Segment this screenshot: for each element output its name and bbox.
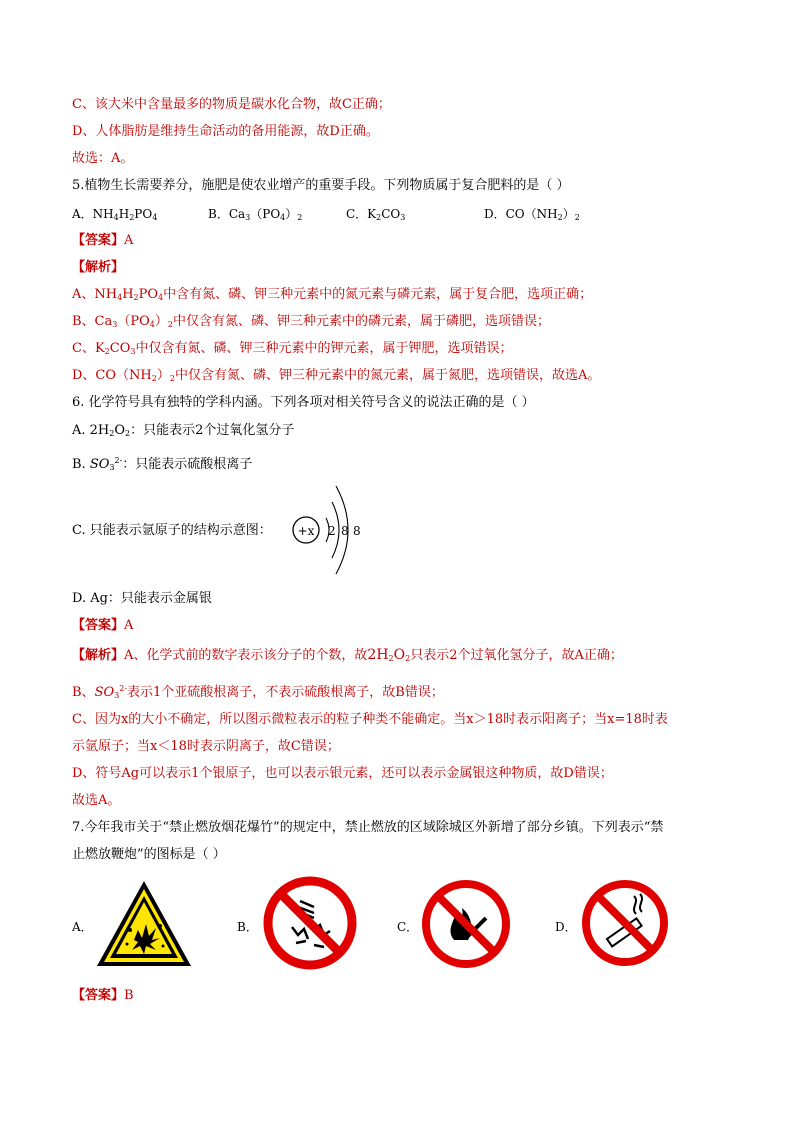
q5-analysis-d: D、$CO(NH_2)_2$中仅含有氮、磷、钾三种元素中的氮元素，属于氮肥，选项错误，故选A。	[72, 368, 601, 383]
q5-option-b: B．$Ca_3(PO_4)_2$	[208, 207, 303, 222]
q6-stem: 6. 化学符号具有独特的学科内涵。下列各项对相关符号含义的说法正确的是（ ）	[72, 395, 535, 410]
q4-choose: 故选：A。	[72, 151, 134, 166]
q4-analysis-c: C、该大米中含量最多的物质是碳水化合物，故C正确；	[72, 97, 391, 112]
q6-answer: 【答案】A	[72, 618, 134, 633]
q7-label-c: C．	[397, 920, 419, 934]
q5-stem: 5.植物生长需要养分，施肥是使农业增产的重要手段。下列物质属于复合肥料的是（ ）	[72, 178, 570, 193]
q6-analysis-line-3: C、因为x的大小不确定，所以图示微粒表示的粒子种类不能确定。当x＞18时表示阳离子；当x=18时表	[72, 712, 668, 727]
q6-analysis-line-2: B、$SO_3^{2-}$表示1个亚硫酸根离子，不表示硫酸根离子，故B错误；	[72, 684, 444, 700]
q7-stem-line-1: 7.今年我市关于“禁止燃放烟花爆竹”的规定中，禁止燃放的区域除城区外新增了部分乡镇。下列表示“禁	[72, 820, 664, 835]
q5-analysis-a: A、$NH_4H_2PO_4$中含有氮、磷、钾三种元素中的氮元素与磷元素，属于复合肥，选项正确；	[72, 287, 593, 302]
q6-analysis-line-1: 【解析】A、化学式前的数字表示该分子的个数，故$2H_2O_2$只表示2个过氧化氢分子，故A正确；	[72, 647, 623, 663]
q6-option-c: C. 只能表示氩原子的结构示意图：	[72, 523, 272, 538]
q5-option-c: C．$K_2CO_3$	[346, 207, 406, 222]
explosive-warning-icon	[94, 878, 194, 970]
q7-stem-line-2: 止燃放鞭炮”的图标是（ ）	[72, 847, 226, 862]
no-firecrackers-icon	[262, 875, 358, 971]
q6-option-a: A. $2H_2O_2$：只能表示2个过氧化氢分子	[72, 423, 295, 438]
q7-label-d: D．	[555, 920, 577, 934]
shell-count-2: 8	[341, 524, 349, 538]
q4-analysis-d: D、人体脂肪是维持生命活动的备用能源，故D正确。	[72, 124, 379, 139]
q6-option-b: B. $SO_3^{2-}$：只能表示硫酸根离子	[72, 456, 253, 472]
q6-option-d: D. Ag：只能表示金属银	[72, 591, 212, 606]
q7-label-a: A．	[72, 920, 93, 934]
q5-analysis-c: C、$K_2CO_3$中仅含有氮、磷、钾三种元素中的钾元素，属于钾肥，选项错误；	[72, 341, 513, 356]
q5-analysis-b: B、$Ca_3(PO_4)_2$中仅含有氮、磷、钾三种元素中的磷元素，属于磷肥，选项错误；	[72, 314, 550, 329]
q6-choose: 故选A。	[72, 793, 121, 808]
q5-option-d: D．$CO(NH_2)_2$	[484, 207, 580, 222]
q5-option-a: A．$NH_4H_2PO_4$	[72, 207, 158, 222]
shell-count-1: 2	[328, 524, 336, 538]
q6-analysis-line-4: 示氩原子；当x＜18时表示阴离子，故C错误；	[72, 739, 340, 754]
no-smoking-icon	[580, 878, 670, 968]
argon-structure-diagram	[288, 480, 368, 580]
q7-label-b: B．	[237, 920, 258, 934]
shell-count-3: 8	[353, 524, 361, 538]
q6-analysis-line-5: D、符号Ag可以表示1个银原子，也可以表示银元素，还可以表示金属银这种物质，故D错误；	[72, 766, 613, 781]
nucleus-label: +x	[297, 524, 315, 538]
q5-analysis-tag: 【解析】	[72, 260, 125, 275]
q5-answer: 【答案】A	[72, 233, 134, 248]
q7-answer: 【答案】B	[72, 988, 134, 1003]
no-fire-icon	[420, 878, 512, 970]
